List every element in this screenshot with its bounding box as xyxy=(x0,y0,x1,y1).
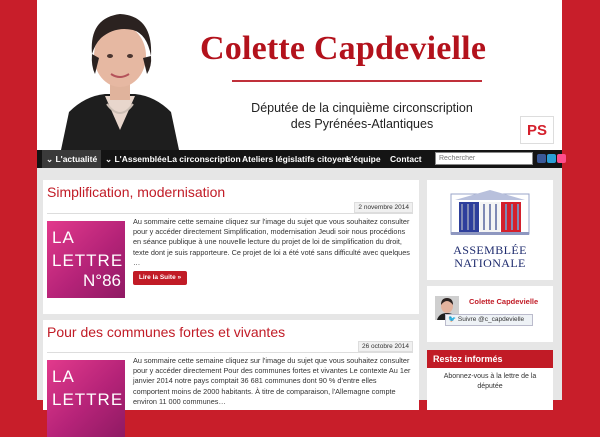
post-divider xyxy=(47,352,413,353)
chevron-down-icon: ⌄ xyxy=(46,154,56,164)
party-logo[interactable] xyxy=(520,116,554,144)
thumb-text-number: N°86 xyxy=(83,271,121,290)
twitter-follow-label: Suivre @c_capdevielle xyxy=(457,316,525,323)
newsletter-text xyxy=(427,372,553,392)
assemblee-label-line-1: ASSEMBLÉE xyxy=(453,243,527,257)
twitter-icon[interactable] xyxy=(547,154,556,163)
post-divider xyxy=(47,213,413,214)
thumb-text-lettre: LETTRE xyxy=(52,390,124,409)
newsletter-text-line-2: députée xyxy=(477,383,503,390)
thumb-text-la: LA xyxy=(52,228,75,247)
subtitle-line-2: des Pyrénées-Atlantiques xyxy=(290,117,434,131)
twitter-widget xyxy=(427,286,553,342)
title-divider xyxy=(232,80,482,82)
site-subtitle xyxy=(222,100,502,132)
newsletter-title: Restez informés xyxy=(427,350,553,368)
post-date: 26 octobre 2014 xyxy=(358,341,413,352)
chevron-down-icon: ⌄ xyxy=(105,154,115,164)
post-date: 2 novembre 2014 xyxy=(354,202,413,213)
assemblee-label-line-2: NATIONALE xyxy=(454,256,526,270)
twitter-bird-icon: 🐦 xyxy=(448,316,457,323)
facebook-icon[interactable] xyxy=(537,154,546,163)
post-card xyxy=(43,320,419,410)
party-logo-text: PS xyxy=(526,121,547,139)
flickr-icon[interactable] xyxy=(557,154,566,163)
post-excerpt: Au sommaire cette semaine cliquez sur l'image du sujet que vous souhaitez consulter pour y accéder directement Simplification, modernisation Jeudi soir nous procédions en séance publique à une nouvelle lecture du projet de loi de simplification du droit, texte dont je suis rapporteure. Ce projet de loi a été voté sans difficulté avec quelques … xyxy=(133,217,410,267)
page xyxy=(37,0,562,409)
main-navigation xyxy=(37,150,562,168)
newsletter-text-line-1: Abonnez-vous à la lettre de la xyxy=(443,373,537,380)
twitter-follow-button[interactable] xyxy=(445,314,533,326)
nav-item-actualite[interactable]: ⌄ L'actualité xyxy=(42,150,101,168)
nav-item-circonscription[interactable]: La circonscription xyxy=(167,154,241,164)
newsletter-widget xyxy=(427,350,553,410)
read-more-button[interactable]: Lire la Suite » xyxy=(133,271,187,285)
post-excerpt: Au sommaire cette semaine cliquez sur l'image du sujet que vous souhaitez consulter pour y accéder directement Pour des communes fortes et vivantes Le contexte Au 1er janvier 2014 notre pays comptait 36 681 communes dont 90 % d'entre elles comportent moins de 2000 habitants. À titre de comparaison, l'Allemagne compte environ 11 000 communes… xyxy=(133,356,411,406)
twitter-account-name[interactable]: Colette Capdevielle xyxy=(469,297,539,306)
thumb-text-lettre: LETTRE xyxy=(52,251,124,270)
post-card xyxy=(43,180,419,314)
assemblee-building-icon xyxy=(445,186,535,242)
nav-item-ateliers[interactable]: Ateliers législatifs citoyens xyxy=(242,154,352,164)
post-title[interactable]: Simplification, modernisation xyxy=(47,184,226,200)
post-thumbnail[interactable] xyxy=(47,360,125,437)
nav-item-equipe[interactable]: L'équipe xyxy=(346,154,381,164)
nav-item-contact[interactable]: Contact xyxy=(390,154,422,164)
search-input[interactable] xyxy=(435,152,533,165)
subtitle-line-1: Députée de la cinquième circonscription xyxy=(251,101,473,115)
assemblee-nationale-widget[interactable] xyxy=(427,180,553,280)
site-title[interactable]: Colette Capdevielle xyxy=(200,30,487,67)
portrait-photo xyxy=(55,4,185,150)
post-title[interactable]: Pour des communes fortes et vivantes xyxy=(47,324,286,340)
nav-item-assemblee[interactable]: ⌄ L'Assemblée xyxy=(105,154,167,164)
content-area xyxy=(37,168,562,409)
post-thumbnail[interactable] xyxy=(47,221,125,298)
assemblee-label xyxy=(427,244,553,270)
site-header xyxy=(37,0,562,150)
thumb-text-la: LA xyxy=(52,367,75,386)
